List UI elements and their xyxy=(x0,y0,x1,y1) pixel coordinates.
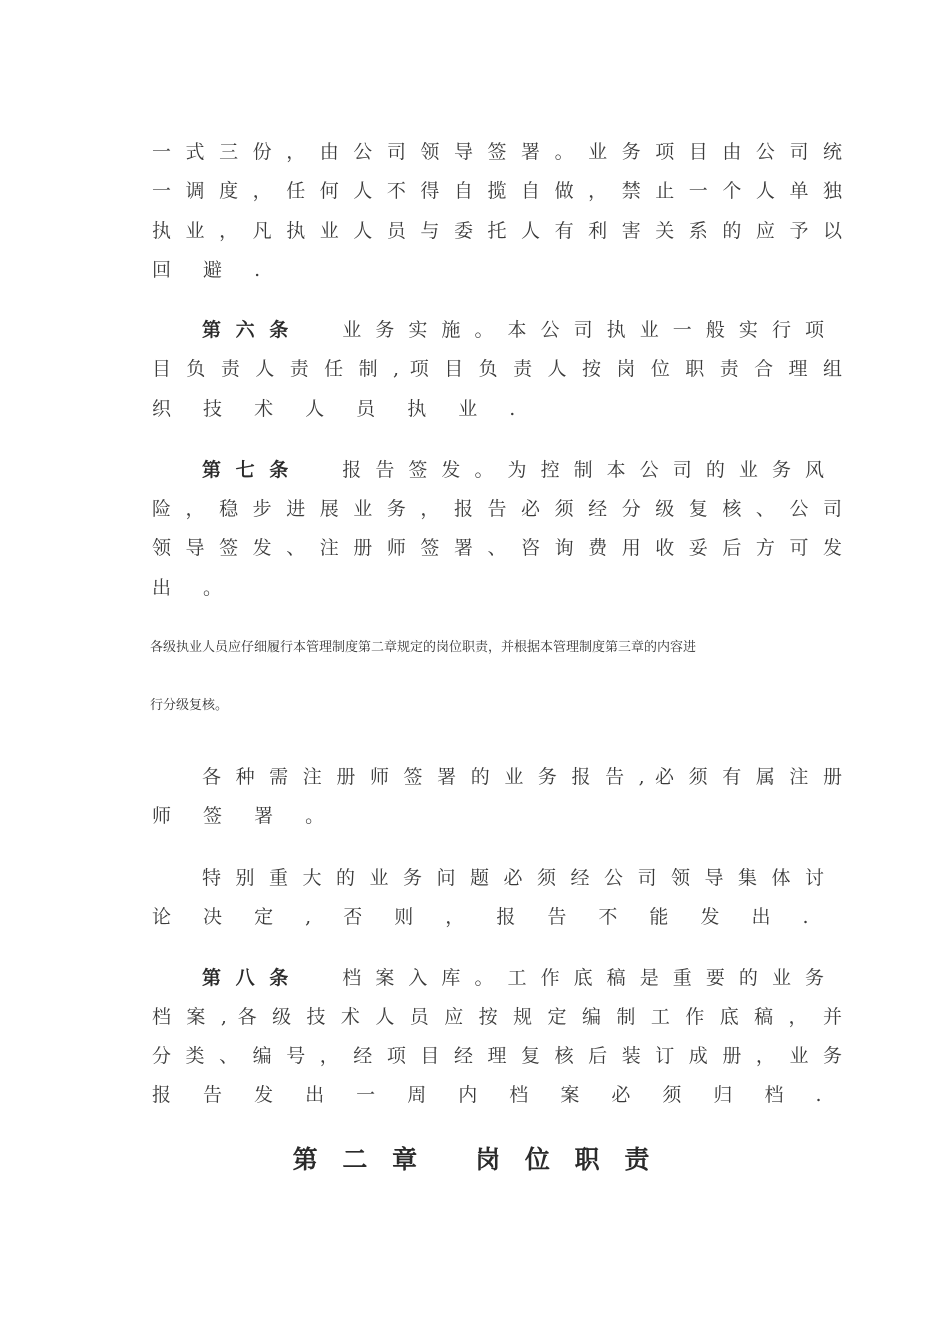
article-7-label: 第 七 条 xyxy=(202,459,293,481)
paragraph-line: 特 别 重 大 的 业 务 问 题 必 须 经 公 司 领 导 集 体 讨 xyxy=(202,867,824,889)
chapter-title: 岗 位 职 责 xyxy=(475,1145,658,1174)
paragraph-line: 分 类 、 编 号 ， 经 项 目 经 理 复 核 后 装 订 成 册 ， 业 务 xyxy=(152,1045,842,1067)
paragraph-line: 一 式 三 份 ， 由 公 司 领 导 签 署 。 业 务 项 目 由 公 司 统 xyxy=(152,141,842,163)
chapter-heading xyxy=(0,1140,950,1176)
paragraph-line: 领 导 签 发 、 注 册 师 签 署 、 咨 询 费 用 收 妥 后 方 可 发 xyxy=(152,537,842,559)
article-8-label: 第 八 条 xyxy=(202,967,293,989)
note-line: 行分级复核。 xyxy=(150,698,229,713)
paragraph-line: 织 技 术 人 员 执 业 . xyxy=(152,398,529,420)
paragraph-line: 报 告 发 出 一 周 内 档 案 必 须 归 档 . xyxy=(152,1084,835,1106)
article-6-label: 第 六 条 xyxy=(202,319,293,341)
paragraph-line: 险 ， 稳 步 进 展 业 务 ， 报 告 必 须 经 分 级 复 核 、 公 司 xyxy=(152,498,842,520)
article-7-text: 报 告 签 发 。 为 控 制 本 公 司 的 业 务 风 xyxy=(338,459,824,481)
paragraph-line: 回 避 . xyxy=(152,259,274,281)
paragraph-line: 各 种 需 注 册 师 签 署 的 业 务 报 告 , 必 须 有 属 注 册 xyxy=(202,766,842,788)
article-8-text: 档 案 入 库 。 工 作 底 稿 是 重 要 的 业 务 xyxy=(338,967,824,989)
paragraph-line: 执 业 ， 凡 执 业 人 员 与 委 托 人 有 利 害 关 系 的 应 予 以 xyxy=(152,220,842,242)
paragraph-line: 档 案 , 各 级 技 术 人 员 应 按 规 定 编 制 工 作 底 稿 ， 并 xyxy=(152,1006,842,1028)
article-7-first-line xyxy=(202,458,824,482)
paragraph-line: 师 签 署 。 xyxy=(152,805,338,827)
paragraph-line: 出 。 xyxy=(152,577,236,599)
paragraph-line: 论 决 定 , 否 则 ， 报 告 不 能 发 出 . xyxy=(152,906,822,928)
chapter-number: 第 二 章 xyxy=(292,1145,426,1174)
paragraph-line: 目 负 责 人 责 任 制 , 项 目 负 责 人 按 岗 位 职 责 合 理 组 xyxy=(152,358,842,380)
paragraph-line: 一 调 度 ， 任 何 人 不 得 自 揽 自 做 ， 禁 止 一 个 人 单 独 xyxy=(152,180,842,202)
article-6-text: 业 务 实 施 。 本 公 司 执 业 一 般 实 行 项 xyxy=(338,319,824,341)
article-6-first-line xyxy=(202,318,824,342)
article-8-first-line xyxy=(202,966,824,990)
note-line: 各级执业人员应仔细履行本管理制度第二章规定的岗位职责，并根据本管理制度第三章的内容进 xyxy=(150,640,697,655)
